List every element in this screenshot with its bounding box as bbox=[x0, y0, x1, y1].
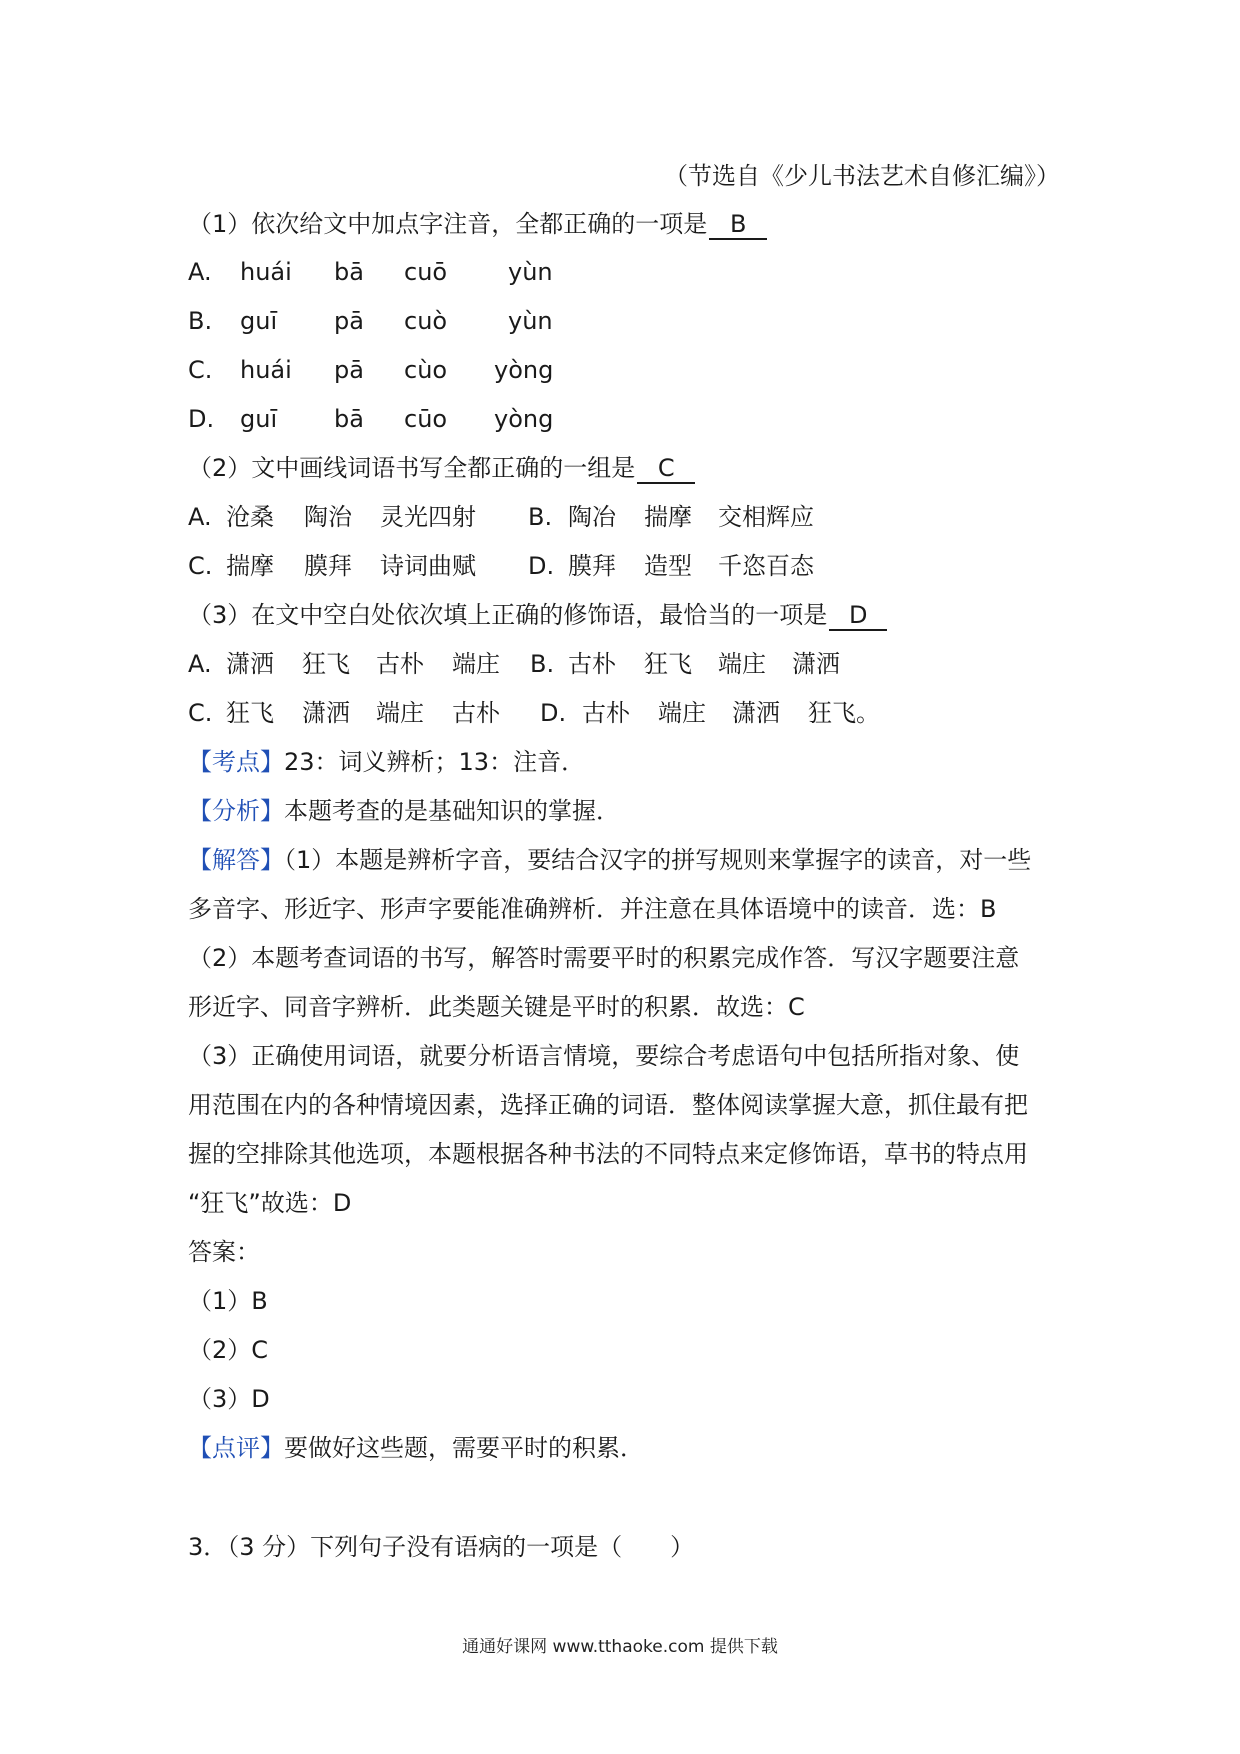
word: 端庄 bbox=[658, 699, 706, 727]
pinyin: pā bbox=[334, 356, 364, 384]
footer-download-note: 通通好课网 www.tthaoke.com 提供下载 bbox=[462, 1637, 778, 1657]
dianping-tag: 【点评】 bbox=[188, 1434, 284, 1462]
word: 潇洒 bbox=[732, 699, 780, 727]
pinyin: huái bbox=[240, 356, 292, 384]
word: 古朴 bbox=[452, 699, 500, 727]
word: 狂飞 bbox=[302, 650, 350, 678]
word: 古朴 bbox=[582, 699, 630, 727]
kaodian-text: 23：词义辨析；13：注音． bbox=[284, 748, 586, 776]
word: 潇洒 bbox=[302, 699, 350, 727]
fenxi-tag: 【分析】 bbox=[188, 797, 284, 825]
word: 端庄 bbox=[452, 650, 500, 678]
dianping-line bbox=[188, 1432, 644, 1464]
answer-2: （2）C bbox=[188, 1336, 269, 1364]
option-letter: D. bbox=[540, 699, 567, 727]
pinyin: yùn bbox=[508, 307, 553, 335]
jieda-line-7: 握的空排除其他选项，本题根据各种书法的不同特点来定修饰语，草书的特点用 bbox=[188, 1140, 1028, 1168]
jieda-line-5: （3）正确使用词语，就要分析语言情境，要综合考虑语句中包括所指对象、使 bbox=[188, 1042, 1020, 1070]
word: 灵光四射 bbox=[380, 503, 476, 531]
q3-answer-blank: D bbox=[829, 601, 887, 631]
kaodian-tag: 【考点】 bbox=[188, 748, 284, 776]
jieda-line-6: 用范围在内的各种情境因素，选择正确的词语．整体阅读掌握大意，抓住最有把 bbox=[188, 1091, 1028, 1119]
pinyin: yòng bbox=[494, 356, 554, 384]
option-letter: B. bbox=[530, 650, 555, 678]
option-letter: B. bbox=[528, 503, 553, 531]
word: 狂飞。 bbox=[808, 699, 880, 727]
pinyin: cūo bbox=[404, 405, 448, 433]
q3-stem-line bbox=[188, 599, 887, 631]
q1-answer-blank: B bbox=[709, 210, 767, 240]
jieda-line-8: “狂飞”故选：D bbox=[188, 1189, 352, 1217]
option-letter: D. bbox=[528, 552, 555, 580]
jieda-line-2: 多音字、形近字、形声字要能准确辨析．并注意在具体语境中的读音．选：B bbox=[188, 895, 997, 923]
q2-stem-line bbox=[188, 452, 695, 484]
option-letter: C. bbox=[188, 356, 213, 384]
option-letter: D. bbox=[188, 405, 215, 433]
option-letter: A. bbox=[188, 258, 212, 286]
pinyin: guī bbox=[240, 307, 278, 335]
jieda-line-4: 形近字、同音字辨析．此类题关键是平时的积累．故选：C bbox=[188, 993, 805, 1021]
answer-3: （3）D bbox=[188, 1385, 270, 1413]
next-question: 3．（3 分）下列句子没有语病的一项是（ ） bbox=[188, 1533, 695, 1561]
word: 诗词曲赋 bbox=[380, 552, 476, 580]
q3-stem: （3）在文中空白处依次填上正确的修饰语，最恰当的一项是 bbox=[188, 601, 828, 629]
source-citation: （节选自《少儿书法艺术自修汇编》） bbox=[664, 162, 1060, 190]
pinyin: yòng bbox=[494, 405, 554, 433]
jieda-tag: 【解答】 bbox=[188, 846, 284, 874]
jieda-line-1 bbox=[188, 844, 1031, 876]
word: 膜拜 bbox=[568, 552, 616, 580]
word: 端庄 bbox=[376, 699, 424, 727]
word: 狂飞 bbox=[226, 699, 274, 727]
answer-1: （1）B bbox=[188, 1287, 268, 1315]
q1-stem-line bbox=[188, 208, 767, 240]
word: 千恣百态 bbox=[718, 552, 814, 580]
word: 揣摩 bbox=[644, 503, 692, 531]
answers-label: 答案： bbox=[188, 1238, 260, 1266]
pinyin: guī bbox=[240, 405, 278, 433]
word: 陶冶 bbox=[568, 503, 616, 531]
word: 潇洒 bbox=[792, 650, 840, 678]
pinyin: pā bbox=[334, 307, 364, 335]
kaodian-line bbox=[188, 746, 585, 778]
word: 端庄 bbox=[718, 650, 766, 678]
word: 陶治 bbox=[304, 503, 352, 531]
option-letter: A. bbox=[188, 650, 212, 678]
word: 交相辉应 bbox=[718, 503, 814, 531]
word: 狂飞 bbox=[644, 650, 692, 678]
word: 沧桑 bbox=[226, 503, 274, 531]
option-letter: C. bbox=[188, 552, 213, 580]
word: 古朴 bbox=[568, 650, 616, 678]
word: 揣摩 bbox=[226, 552, 274, 580]
fenxi-line bbox=[188, 795, 620, 827]
option-letter: C. bbox=[188, 699, 213, 727]
jieda-text: （1）本题是辨析字音，要结合汉字的拼写规则来掌握字的读音，对一些 bbox=[284, 846, 1032, 874]
option-letter: B. bbox=[188, 307, 213, 335]
word: 潇洒 bbox=[226, 650, 274, 678]
pinyin: bā bbox=[334, 405, 364, 433]
pinyin: cuō bbox=[404, 258, 448, 286]
pinyin: cùo bbox=[404, 356, 448, 384]
pinyin: yùn bbox=[508, 258, 553, 286]
word: 造型 bbox=[644, 552, 692, 580]
fenxi-text: 本题考查的是基础知识的掌握． bbox=[284, 797, 620, 825]
dianping-text: 要做好这些题，需要平时的积累． bbox=[284, 1434, 644, 1462]
q2-answer-blank: C bbox=[637, 454, 695, 484]
word: 古朴 bbox=[376, 650, 424, 678]
word: 膜拜 bbox=[304, 552, 352, 580]
pinyin: cuò bbox=[404, 307, 448, 335]
q2-stem: （2）文中画线词语书写全都正确的一组是 bbox=[188, 454, 636, 482]
pinyin: bā bbox=[334, 258, 364, 286]
q1-stem: （1）依次给文中加点字注音，全都正确的一项是 bbox=[188, 210, 708, 238]
pinyin: huái bbox=[240, 258, 292, 286]
option-letter: A. bbox=[188, 503, 212, 531]
jieda-line-3: （2）本题考查词语的书写，解答时需要平时的积累完成作答．写汉字题要注意 bbox=[188, 944, 1020, 972]
